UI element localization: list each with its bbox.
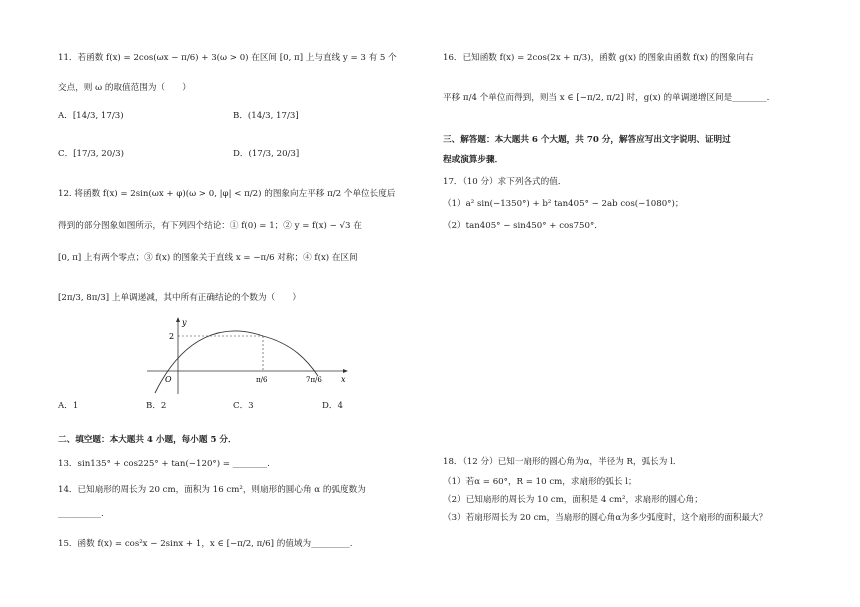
q15: 15．函数 f(x) = cos²x − 2sinx + 1，x ∈ [−π/2, π/6] 的值域为_________. bbox=[58, 539, 353, 549]
q14-line1: 14．已知扇形的周长为 20 cm，面积为 16 cm²，则扇形的圆心角 α 的弧度数为 bbox=[58, 485, 366, 495]
q18-part3: （3）若扇形周长为 20 cm，当扇形的圆心角α为多少弧度时，这个扇形的面积最大？ bbox=[443, 513, 768, 523]
q18-part2: （2）已知扇形的周长为 10 cm，面积是 4 cm²，求扇形的圆心角； bbox=[443, 495, 703, 505]
section3-line1: 三、解答题：本大题共 6 个大题，共 70 分，解答应写出文字说明、证明过 bbox=[443, 135, 731, 145]
q12-line1: 12. 将函数 f(x) = 2sin(ωx + φ)(ω > 0, |φ| < π/2) 的图象向左平移 π/2 个单位长度后 bbox=[58, 189, 396, 199]
q18-title: 18．（12 分）已知一扇形的圆心角为α，半径为 R，弧长为 l． bbox=[443, 457, 682, 467]
q12-graph bbox=[143, 316, 353, 396]
section2-title: 二、填空题：本大题共 4 小题，每小题 5 分． bbox=[58, 435, 237, 445]
q13: 13．sin135° + cos225° + tan(−120°) = ________. bbox=[58, 459, 270, 469]
q11-option-a: A．[14/3, 17/3) bbox=[58, 111, 124, 121]
y-axis-arrow bbox=[176, 317, 180, 322]
q12-option-b: B．2 bbox=[146, 401, 167, 411]
x-axis-arrow bbox=[343, 369, 348, 373]
q12-option-d: D．4 bbox=[322, 401, 343, 411]
origin-label: O bbox=[165, 375, 172, 384]
q18-part1: （1）若α = 60°，R = 10 cm，求扇形的弧长 l； bbox=[443, 477, 637, 487]
q11-line1: 11．若函数 f(x) = 2cos(ωx − π/6) + 3(ω > 0) 在区间 [0, π] 上与直线 y = 3 有 5 个 bbox=[58, 53, 397, 63]
x-tick-pi6: π/6 bbox=[256, 376, 268, 384]
q11-option-d: D．(17/3, 20/3] bbox=[233, 149, 300, 159]
q17-title: 17．（10 分）求下列各式的值． bbox=[443, 177, 567, 187]
y-tick-label: 2 bbox=[169, 332, 175, 341]
q12-line2: 得到的部分图象如图所示，有下列四个结论：① f(0) = 1；② y = f(x) − √3 在 bbox=[58, 221, 362, 231]
section3-line2: 程或演算步骤． bbox=[443, 155, 504, 165]
q12-line3: [0, π] 上有两个零点；③ f(x) 的图象关于直线 x = −π/6 对称；④ f(x) 在区间 bbox=[58, 253, 358, 263]
sine-curve bbox=[155, 331, 318, 393]
q12-option-c: C．3 bbox=[233, 401, 254, 411]
q17-part1: （1）a² sin(−1350°) + b² tan405° − 2ab cos(−1080°)； bbox=[443, 199, 684, 209]
y-axis-label: y bbox=[182, 318, 187, 327]
q12-option-a: A．1 bbox=[58, 401, 79, 411]
q14-line2: __________. bbox=[58, 509, 104, 519]
q11-option-c: C．[17/3, 20/3) bbox=[58, 149, 124, 159]
q11-option-b: B．(14/3, 17/3] bbox=[233, 111, 299, 121]
x-axis-label: x bbox=[341, 375, 346, 384]
q17-part2: （2）tan405° − sin450° + cos750°． bbox=[443, 221, 603, 231]
q12-line4: [2π/3, 8π/3] 上单调递减，其中所有正确结论的个数为（ ） bbox=[58, 293, 301, 303]
q16-line2: 平移 π/4 个单位而得到，则当 x ∈ [−π/2, π/2] 时，g(x) 的单调递增区间是________. bbox=[443, 93, 770, 103]
q16-line1: 16．已知函数 f(x) = 2cos(2x + π/3)，函数 g(x) 的图象由函数 f(x) 的图象向右 bbox=[443, 53, 754, 63]
x-tick-7pi6: 7π/6 bbox=[306, 376, 322, 384]
q11-line2: 交点，则 ω 的取值范围为（ ） bbox=[58, 83, 191, 93]
